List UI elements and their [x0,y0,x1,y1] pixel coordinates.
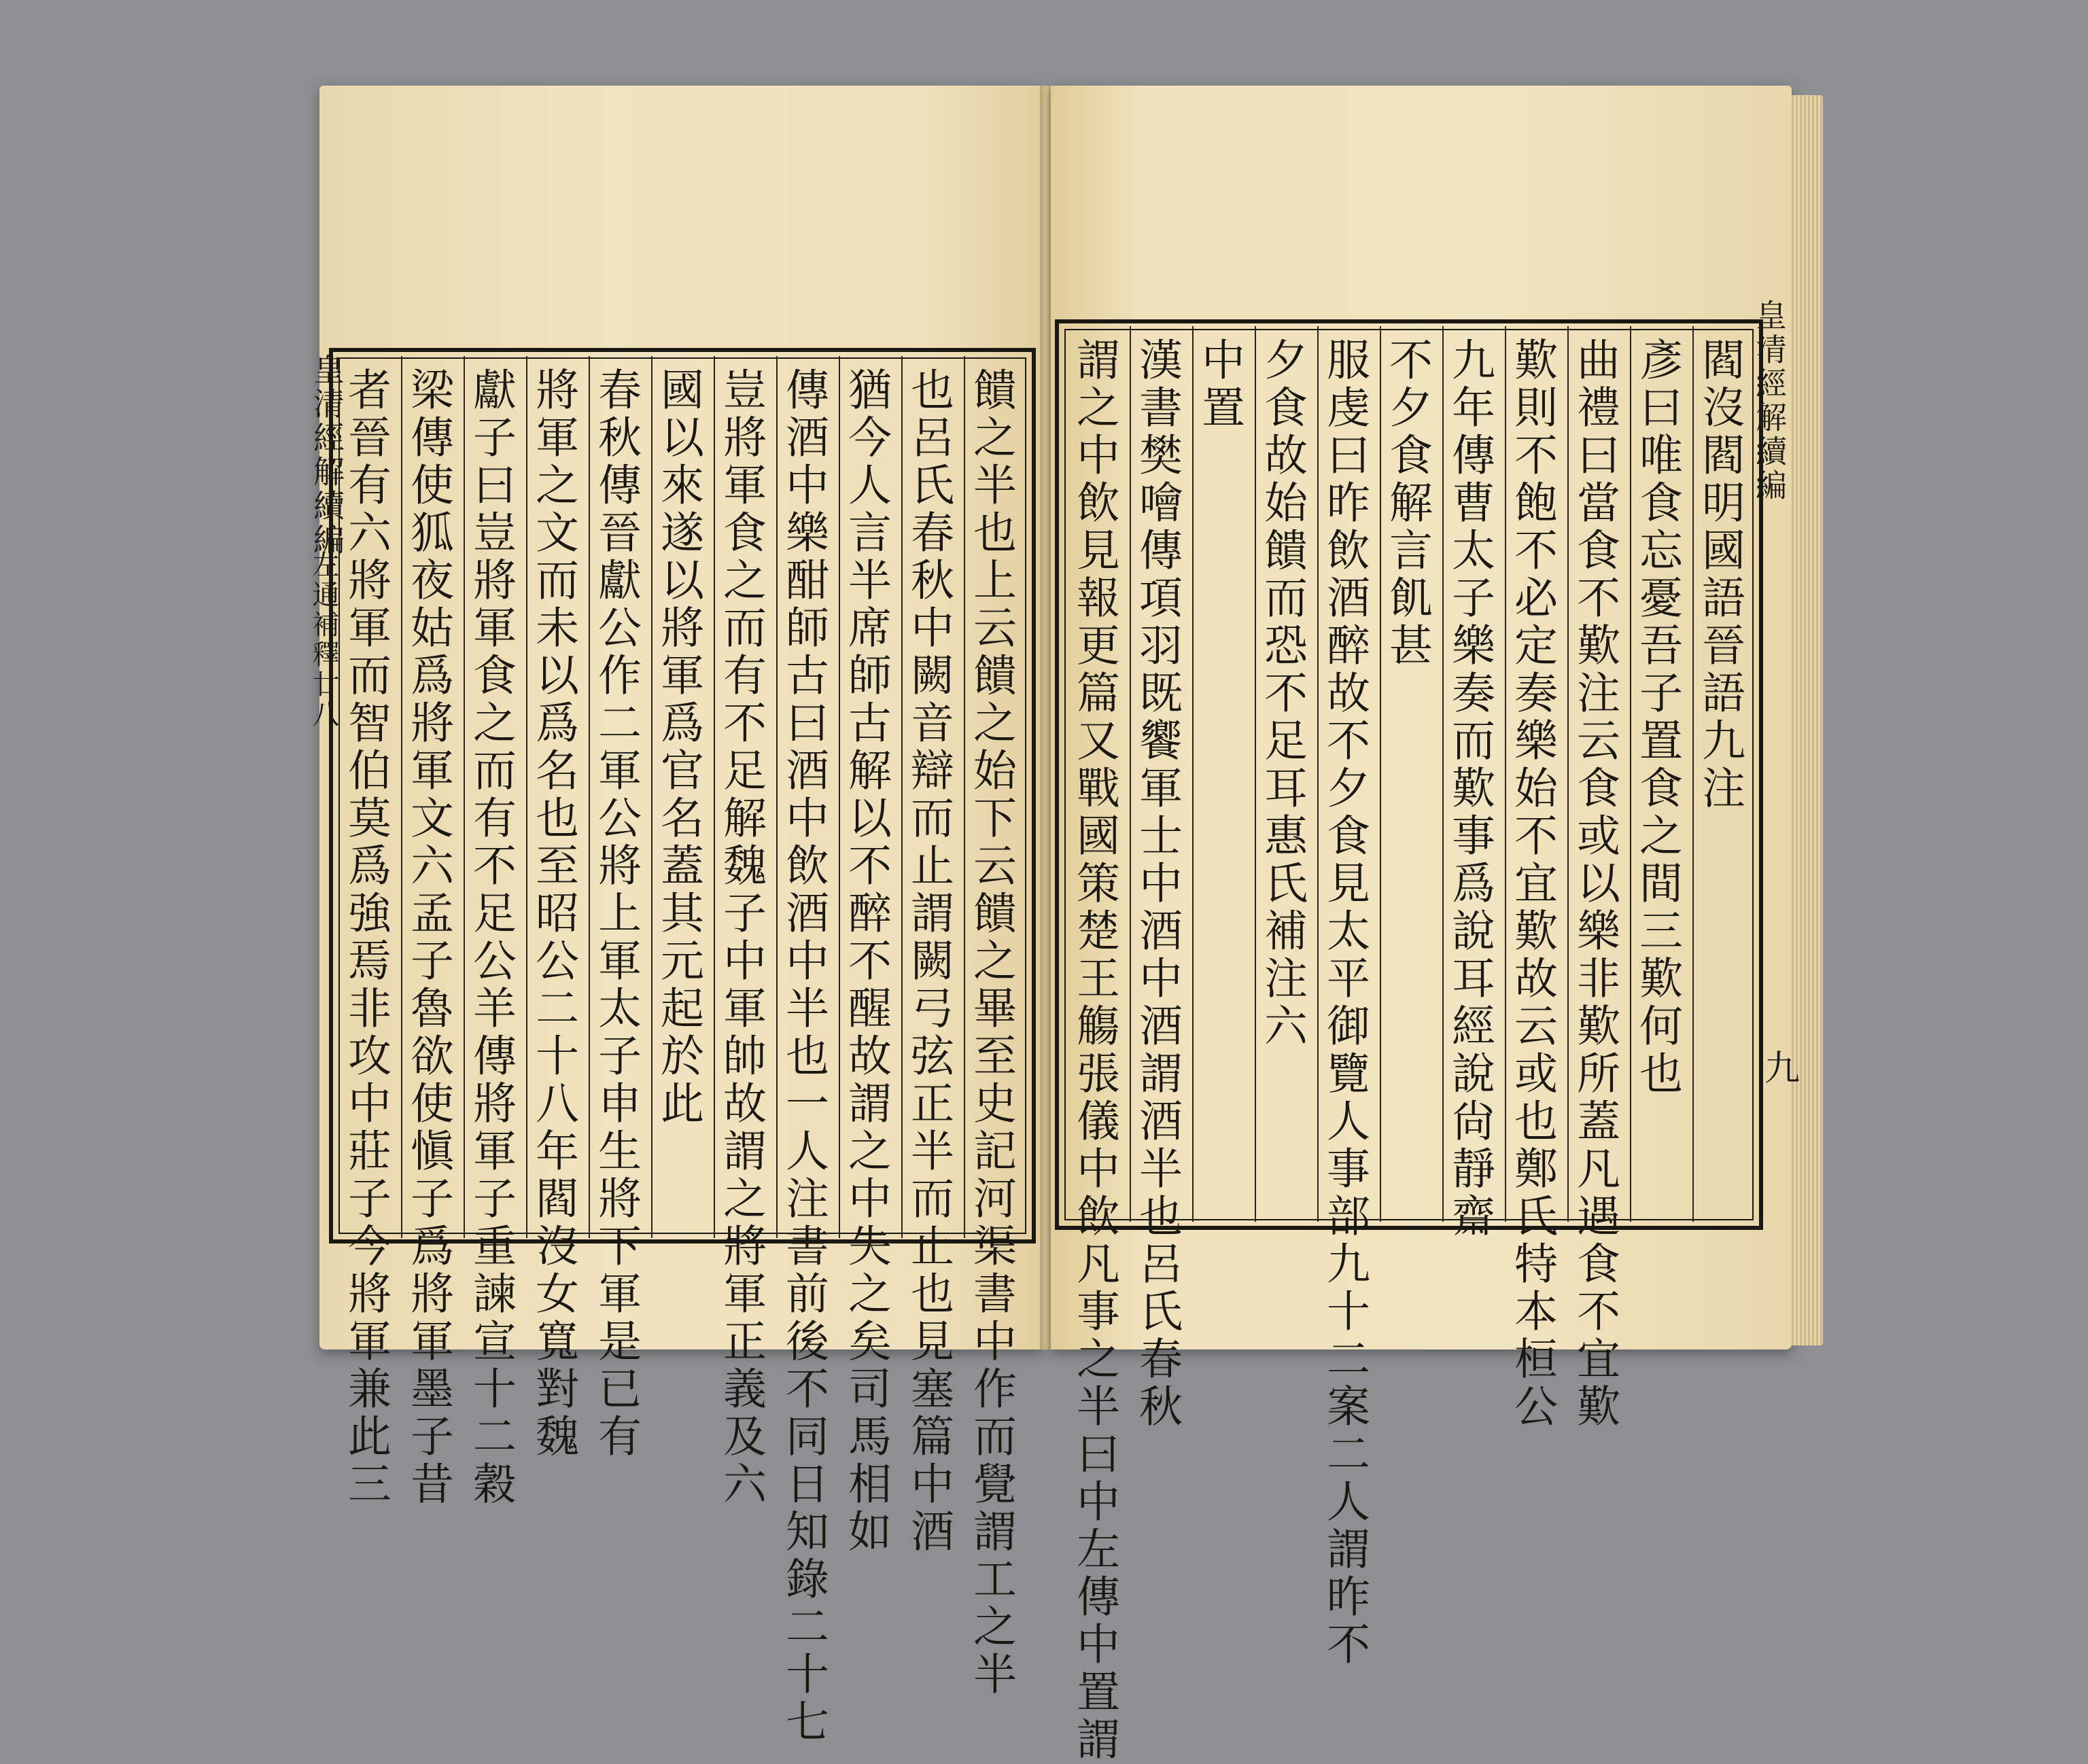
right-page-column-rule [1630,326,1631,1222]
left-page-column-rule [964,356,965,1238]
right-page-column-rule [1442,326,1444,1222]
left-page-column: 梁傳使狐夜姑爲將軍文六孟子魯欲使愼子爲將軍墨子昔 [403,367,453,1509]
right-folio: 九 [1764,1048,1800,1089]
left-page-column-rule [589,356,590,1238]
left-page-column-rule [651,356,652,1238]
left-page-column-rule [464,356,465,1238]
left-page-column: 豈將軍食之而有不足解魏子中軍帥故謂之將軍正義及六 [716,367,766,1509]
left-page-column: 獻子曰豈將軍食之而有不足公羊傳將軍子重諫宣十二穀 [466,367,516,1509]
right-page-column-rule [1692,326,1694,1222]
left-page-column: 春秋傳晉獻公作二軍公將上軍太子申生將下軍是已有 [591,367,641,1461]
right-page-column: 服虔曰昨飲酒醉故不夕食見太平御覽人事部九十二案二人謂昨不 [1319,337,1370,1669]
right-page-column-rule [1255,326,1256,1222]
right-page-column: 不夕食解言飢甚 [1382,337,1432,670]
left-page-column: 傳酒中樂酣師古曰酒中飲酒中半也一人注書前後不同日知錄二十七 [778,367,829,1746]
left-page-column-rule [526,356,527,1238]
left-page-column-rule [401,356,402,1238]
right-page-column-rule [1130,326,1131,1222]
right-page-column: 謂之中飲見報更篇又戰國策楚王觴張儀中飲凡事之半曰中左傳中置謂 [1069,337,1119,1764]
left-page-column-rule [901,356,903,1238]
left-page-column: 猶今人言半席師古解以不醉不醒故謂之中失之矣司馬相如 [841,367,891,1556]
right-page-column: 彥曰唯食忘憂吾子置食之間三歎何也 [1632,337,1682,1098]
left-page-column: 也呂氏春秋中闕音辯而止謂闕弓弦正半而止也見塞篇中酒 [903,367,954,1556]
right-page-column: 曲禮曰當食不歎注云食或以樂非歎所蓋凡遇食不宜歎 [1569,337,1620,1431]
right-page-column: 漢書樊噲傳項羽既饗軍士中酒中酒謂酒半也呂氏春秋 [1132,337,1182,1431]
left-page-column: 者晉有六將軍而智伯莫爲強焉非攻中莊子今將軍兼此三 [341,367,391,1509]
right-page-column: 閻沒閻明國語晉語九注 [1694,337,1745,813]
right-page-column: 夕食故始饋而恐不足耳惠氏補注六 [1257,337,1307,1051]
right-page-column-rule [1505,326,1506,1222]
right-page-column-rule [1192,326,1194,1222]
left-page-column: 將軍之文而未以爲名也至昭公二十八年閻沒女寬對魏 [528,367,578,1461]
left-page-column: 饋之半也上云饋之始下云饋之畢至史記河渠書中作而覺謂工之半 [966,367,1016,1699]
right-page-column: 九年傳曹太子樂奏而歎事爲說耳經說尙靜齋 [1444,337,1495,1241]
right-margin-title: 皇清經解續編 [1751,299,1788,503]
right-page-column-rule [1317,326,1319,1222]
page-edges [1792,95,1823,1345]
left-page-column-rule [839,356,840,1238]
right-page-column-rule [1380,326,1381,1222]
left-page-column: 國以來遂以將軍爲官名蓋其元起於此 [653,367,703,1128]
left-margin-title: 皇清經解續編 [309,353,345,557]
right-page-column: 中置 [1194,337,1245,432]
left-margin-subtitle: 左通補釋廿八 [308,550,339,730]
right-page-column-rule [1567,326,1569,1222]
left-page-column-rule [714,356,715,1238]
left-page-column-rule [776,356,778,1238]
right-page-column: 歎則不飽不必定奏樂始不宜歎故云或也鄭氏特本桓公 [1507,337,1557,1431]
